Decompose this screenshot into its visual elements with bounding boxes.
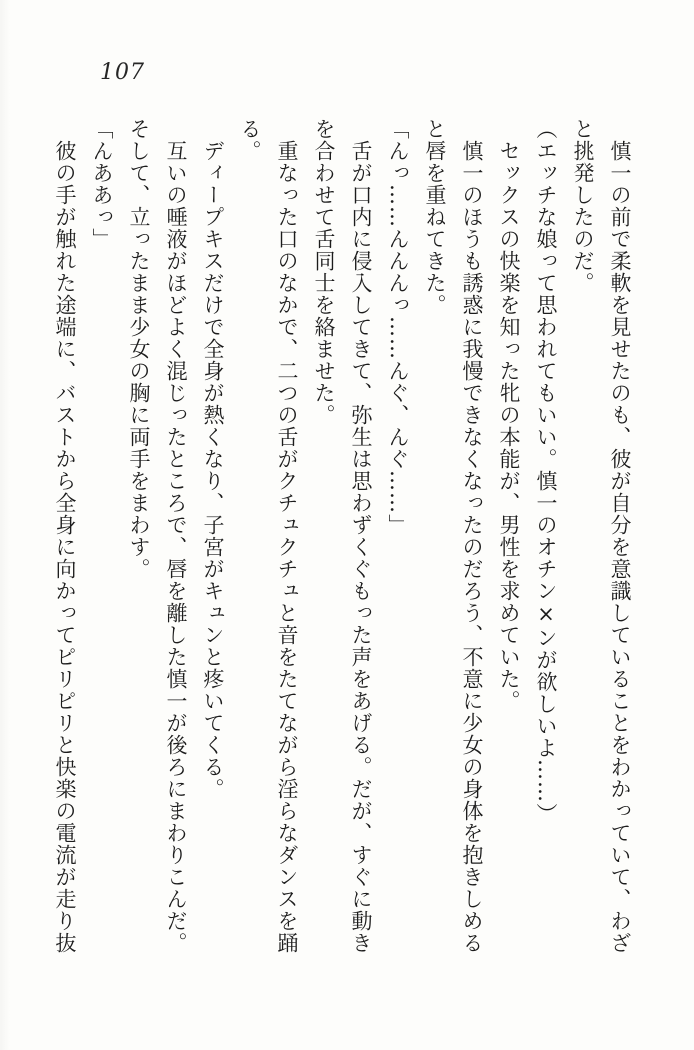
text-column: ディープキスだけで全身が熱くなり、子宮がキュンと疼いてくる。 bbox=[201, 140, 225, 800]
text-column: 「んっ……んんんっ……んぐ、んぐ……」 bbox=[386, 118, 410, 536]
text-block bbox=[46, 118, 638, 963]
text-column: 慎一の前で柔軟を見せたのも、彼が自分を意識していることをわかっていて、わざ bbox=[608, 140, 632, 954]
text-column: 慎一のほうも誘惑に我慢できなくなったのだろう、不意に少女の身体を抱きしめる bbox=[460, 140, 484, 954]
text-column: 彼の手が触れた途端に、バストから全身に向かってピリピリと快楽の電流が走り抜 bbox=[53, 140, 77, 954]
text-column: 互いの唾液がほどよく混じったところで、唇を離した慎一が後ろにまわりこんだ。 bbox=[164, 140, 188, 954]
text-column: 重なった口のなかで、二つの舌がクチュクチュと音をたてながら淫らなダンスを踊 bbox=[275, 140, 299, 954]
text-column: そして、立ったまま少女の胸に両手をまわす。 bbox=[127, 118, 151, 580]
text-column: る。 bbox=[238, 118, 262, 162]
text-column: （エッチな娘って思われてもいい。慎一のオチン×ンが欲しいよ……） bbox=[534, 118, 558, 825]
text-column: セックスの快楽を知った牝の本能が、男性を求めていた。 bbox=[497, 140, 521, 712]
page-edge-shade bbox=[0, 0, 10, 1050]
text-column: と唇を重ねてきた。 bbox=[423, 118, 447, 316]
text-column: 「んああっ」 bbox=[90, 118, 114, 250]
text-column: 舌が口内に侵入してきて、弥生は思わずくぐもった声をあげる。だが、すぐに動き bbox=[349, 140, 373, 954]
text-column: を合わせて舌同士を絡ませた。 bbox=[312, 118, 336, 426]
text-column: と挑発したのだ。 bbox=[571, 118, 595, 294]
page-number: 107 bbox=[100, 60, 145, 85]
